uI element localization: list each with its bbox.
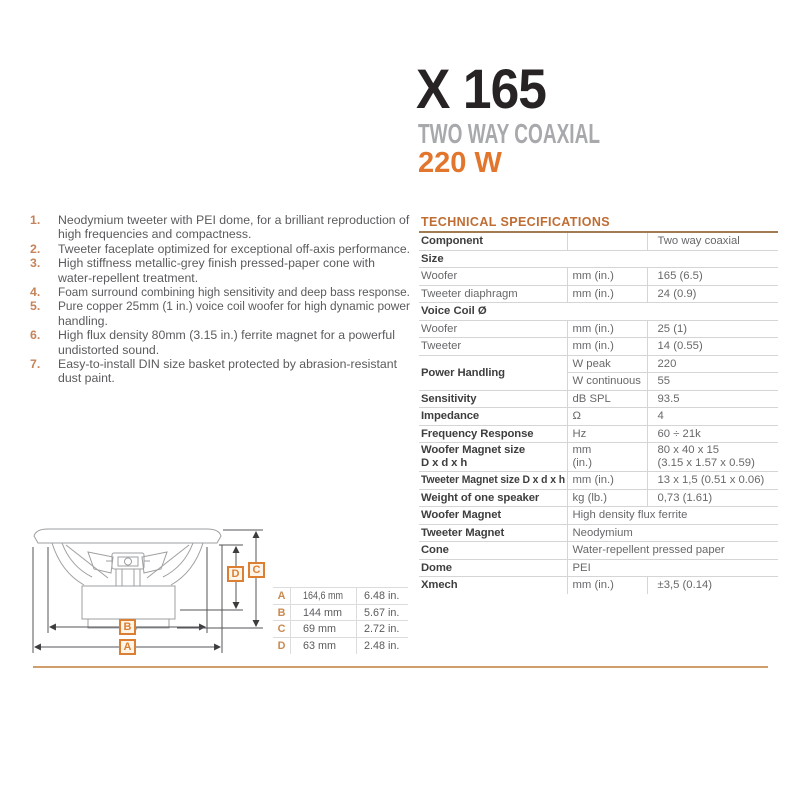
dimension-lines	[33, 530, 263, 653]
spec-value	[647, 577, 778, 594]
bottom-rule	[33, 666, 768, 668]
feature-number: 4.	[30, 285, 41, 300]
dimension-table-body	[273, 588, 408, 654]
dimension-letter: C	[273, 621, 291, 638]
spec-unit-text: W peak	[572, 357, 611, 370]
feature-line	[58, 357, 397, 371]
spec-unit-text: mm (in.)	[572, 270, 614, 283]
feature-number: 6.	[30, 328, 41, 343]
spec-value-text: 25 (1)	[657, 322, 688, 335]
spec-value-text: 4	[657, 410, 664, 423]
feature-number: 7.	[30, 357, 41, 372]
spec-label-text: Dome	[421, 561, 452, 574]
spec-label-text: Tweeter Magnet size D x d x h	[421, 474, 565, 487]
page-title	[416, 57, 557, 120]
spec-label-text: Frequency Response	[421, 427, 534, 440]
spec-label-text: Woofer Magnet	[421, 509, 502, 522]
spec-row	[419, 338, 778, 356]
spec-unit-text: mm (in.)	[572, 474, 614, 487]
spec-label-text: Tweeter diaphragm	[421, 287, 518, 300]
spec-label	[419, 390, 567, 408]
spec-row	[419, 443, 778, 472]
spec-value-text: Two way coaxial	[657, 235, 740, 248]
spec-value	[647, 390, 778, 408]
spec-unit-text: Ω	[572, 410, 581, 423]
spec-unit-text: kg (lb.)	[572, 491, 608, 504]
dimension-letter: D	[273, 638, 291, 654]
cell-text: Woofer Magnet size	[421, 443, 526, 456]
feature-text	[58, 242, 413, 256]
spec-value-line	[658, 457, 779, 470]
spec-section-label	[419, 303, 778, 321]
spec-label	[419, 425, 567, 443]
spec-value	[567, 559, 778, 577]
dimension-letter: A	[273, 588, 291, 605]
dimension-label-a: A	[119, 639, 136, 655]
spec-row	[419, 472, 778, 490]
spec-label	[419, 233, 567, 250]
spec-label-text: Sensitivity	[421, 392, 477, 405]
spec-unit	[567, 425, 647, 443]
spec-value	[647, 373, 778, 391]
spec-unit	[567, 443, 647, 472]
feature-line	[58, 242, 413, 256]
spec-value	[647, 320, 778, 338]
feature-item	[30, 285, 410, 300]
spec-unit-text: W continuous	[572, 375, 641, 388]
cell-text: (in.)	[572, 457, 592, 469]
spec-label-text: Woofer	[421, 322, 458, 335]
spec-row	[419, 355, 778, 373]
spec-unit-text: mm (in.)	[572, 579, 614, 592]
feature-line-text: dust paint.	[58, 371, 115, 386]
spec-value-text: 55	[657, 375, 671, 388]
spec-label	[419, 489, 567, 507]
spec-value-line	[658, 444, 779, 457]
feature-line	[58, 328, 395, 342]
spec-label	[419, 268, 567, 286]
dimension-label-d: D	[227, 566, 244, 582]
cell-text: 164,6 mm	[303, 589, 343, 602]
spec-row	[419, 524, 778, 542]
power-rating: 220 W	[418, 147, 502, 179]
feature-text	[58, 357, 397, 386]
dimension-letter: B	[273, 604, 291, 621]
features-list	[30, 213, 411, 386]
spec-value-text: 14 (0.55)	[657, 340, 703, 353]
feature-line-text: High flux density 80mm (3.15 in.) ferrite magnet for a powerful	[58, 328, 395, 343]
cell-text: D x d x h	[421, 457, 468, 469]
dimension-row	[273, 638, 408, 654]
spec-row	[419, 425, 778, 443]
spec-value	[567, 524, 778, 542]
feature-line	[58, 271, 375, 285]
spec-unit-text: mm (in.)	[572, 287, 614, 300]
feature-text	[58, 285, 426, 299]
feature-item	[30, 256, 402, 285]
feature-line-text: High stiffness metallic-grey finish pressed-paper cone with	[58, 256, 375, 271]
spec-unit	[567, 373, 647, 391]
spec-value	[647, 355, 778, 373]
spec-label	[419, 443, 567, 472]
feature-item	[30, 357, 402, 386]
dimension-row	[273, 588, 408, 605]
spec-label-text: Tweeter Magnet	[421, 526, 505, 539]
spec-value	[647, 408, 778, 426]
feature-line	[58, 227, 409, 241]
feature-line-text: Tweeter faceplate optimized for exceptional off-axis performance.	[58, 241, 411, 256]
spec-value	[647, 472, 778, 490]
feature-number: 1.	[30, 213, 41, 227]
spec-unit	[567, 338, 647, 356]
spec-label-line	[421, 444, 567, 457]
cell-text: 63 mm	[303, 639, 336, 652]
spec-row	[419, 320, 778, 338]
feature-line	[58, 285, 426, 299]
dimension-mm	[291, 621, 357, 638]
feature-line-text: Pure copper 25mm (1 in.) voice coil woofer for high dynamic power	[58, 299, 410, 314]
spec-value-text: High density flux ferrite	[572, 509, 688, 522]
spec-unit	[567, 390, 647, 408]
feature-item	[30, 213, 410, 242]
cell-text: 2.48 in.	[364, 639, 400, 652]
cell-text: (3.15 x 1.57 x 0.59)	[657, 457, 755, 469]
cell-text: 2.72 in.	[364, 623, 400, 636]
spec-value	[647, 285, 778, 303]
spec-row	[419, 489, 778, 507]
dimension-mm	[291, 604, 357, 621]
spec-row	[419, 390, 778, 408]
cell-text: 6.48 in.	[364, 589, 400, 602]
feature-number: 5.	[30, 299, 41, 314]
cell-text: 69 mm	[303, 623, 336, 636]
spec-label	[419, 507, 567, 525]
product-subtitle: TWO WAY COAXIAL	[418, 118, 600, 149]
dimension-table	[273, 587, 408, 654]
spec-row	[419, 268, 778, 286]
spec-label	[419, 472, 567, 490]
spec-label	[419, 355, 567, 390]
spec-unit-text: Hz	[572, 427, 587, 440]
spec-unit	[567, 355, 647, 373]
feature-line	[58, 299, 422, 313]
dimension-label-b: B	[119, 619, 136, 635]
spec-unit	[567, 408, 647, 426]
spec-section-row	[419, 250, 778, 268]
dimension-mm	[291, 588, 357, 605]
feature-text	[58, 299, 422, 328]
spec-unit	[567, 320, 647, 338]
specs-table	[419, 233, 778, 594]
spec-unit	[567, 472, 647, 490]
cell-text: mm	[572, 443, 592, 456]
spec-label-text: Power Handling	[421, 366, 505, 379]
spec-table-body	[419, 233, 778, 594]
spec-value-text: Neodymium	[572, 526, 633, 539]
feature-line-text: water-repellent treatment.	[58, 270, 199, 285]
spec-label-text: Tweeter	[421, 340, 462, 353]
dimension-row	[273, 621, 408, 638]
spec-label	[419, 408, 567, 426]
spec-label-text: Cone	[421, 544, 449, 557]
spec-label	[419, 338, 567, 356]
spec-value-text: PEI	[572, 561, 591, 574]
spec-row	[419, 408, 778, 426]
dimension-mm	[291, 638, 357, 654]
spec-row	[419, 507, 778, 525]
feature-line	[58, 256, 375, 270]
cell-text: 5.67 in.	[364, 606, 400, 619]
spec-value-text: 165 (6.5)	[657, 270, 703, 283]
model-name: X 165	[416, 57, 547, 120]
spec-row	[419, 542, 778, 560]
spec-section-label	[419, 250, 778, 268]
feature-line	[58, 371, 397, 385]
spec-label	[419, 524, 567, 542]
feature-line-text: Foam surround combining high sensitivity and deep bass response.	[58, 285, 410, 300]
spec-unit-text: dB SPL	[572, 392, 611, 405]
spec-value	[647, 443, 778, 472]
cell-text: 144 mm	[303, 606, 343, 619]
spec-value-text: 93.5	[657, 392, 680, 405]
feature-line-text: undistorted sound.	[58, 342, 160, 357]
spec-unit	[567, 268, 647, 286]
spec-unit	[567, 233, 647, 250]
spec-label	[419, 542, 567, 560]
feature-line-text: handling.	[58, 313, 108, 328]
feature-line-text: Neodymium tweeter with PEI dome, for a brilliant reproduction of	[58, 213, 410, 227]
spec-value	[647, 233, 778, 250]
feature-item	[30, 328, 402, 357]
spec-value	[647, 425, 778, 443]
spec-row	[419, 233, 778, 250]
spec-label-text: Component	[421, 235, 483, 248]
spec-value-text: 60 ÷ 21k	[657, 427, 701, 440]
spec-label-line	[421, 457, 567, 470]
spec-label-text: Xmech	[421, 579, 458, 592]
feature-text	[58, 256, 375, 285]
spec-row	[419, 285, 778, 303]
dimension-in	[357, 621, 409, 638]
feature-number: 2.	[30, 241, 41, 256]
feature-line	[58, 314, 422, 328]
spec-value-text: 0,73 (1.61)	[657, 491, 713, 504]
spec-label-text: Weight of one speaker	[421, 491, 540, 504]
spec-value-text: ±3,5 (0.14)	[657, 579, 713, 592]
feature-line-text: Easy-to-install DIN size basket protected by abrasion-resistant	[58, 357, 397, 372]
spec-unit-text: mm (in.)	[572, 322, 614, 335]
feature-text	[58, 213, 409, 242]
spec-value-text: Water-repellent pressed paper	[572, 544, 725, 557]
specs-table-wrap	[419, 233, 778, 594]
spec-label	[419, 320, 567, 338]
specs-heading: TECHNICAL SPECIFICATIONS	[421, 215, 611, 229]
spec-value-text: 24 (0.9)	[657, 287, 697, 300]
spec-unit-text: mm (in.)	[572, 340, 614, 353]
spec-unit-line	[573, 457, 647, 470]
spec-section-label-text: Size	[421, 252, 444, 265]
spec-section-label-text: Voice Coil Ø	[421, 305, 487, 318]
dimension-in	[357, 638, 409, 654]
spec-label-text: Impedance	[421, 410, 480, 423]
feature-item	[30, 299, 410, 328]
spec-label	[419, 577, 567, 594]
spec-label	[419, 285, 567, 303]
spec-unit	[567, 489, 647, 507]
spec-value	[647, 268, 778, 286]
feature-line	[58, 213, 409, 227]
feature-item	[30, 241, 411, 256]
spec-row	[419, 559, 778, 577]
spec-row	[419, 577, 778, 594]
feature-text	[58, 328, 395, 357]
spec-section-row	[419, 303, 778, 321]
dimension-label-c: C	[248, 562, 265, 578]
cell-text: 80 x 40 x 15	[657, 443, 720, 456]
dimension-in	[357, 588, 409, 605]
spec-value	[567, 542, 778, 560]
spec-unit	[567, 285, 647, 303]
spec-unit	[567, 577, 647, 594]
speaker-outline	[34, 529, 221, 631]
spec-value	[567, 507, 778, 525]
spec-value	[647, 338, 778, 356]
spec-value-text: 13 x 1,5 (0.51 x 0.06)	[657, 474, 765, 487]
dimension-in	[357, 604, 409, 621]
spec-label	[419, 559, 567, 577]
spec-unit-line	[573, 444, 647, 457]
spec-value	[647, 489, 778, 507]
spec-value-text: 220	[657, 357, 677, 370]
feature-number: 3.	[30, 256, 41, 271]
feature-line-text: high frequencies and compactness.	[58, 227, 252, 242]
feature-line	[58, 343, 395, 357]
dimension-row	[273, 604, 408, 621]
dimension-table-wrap	[273, 587, 408, 654]
spec-label-text: Woofer	[421, 270, 458, 283]
